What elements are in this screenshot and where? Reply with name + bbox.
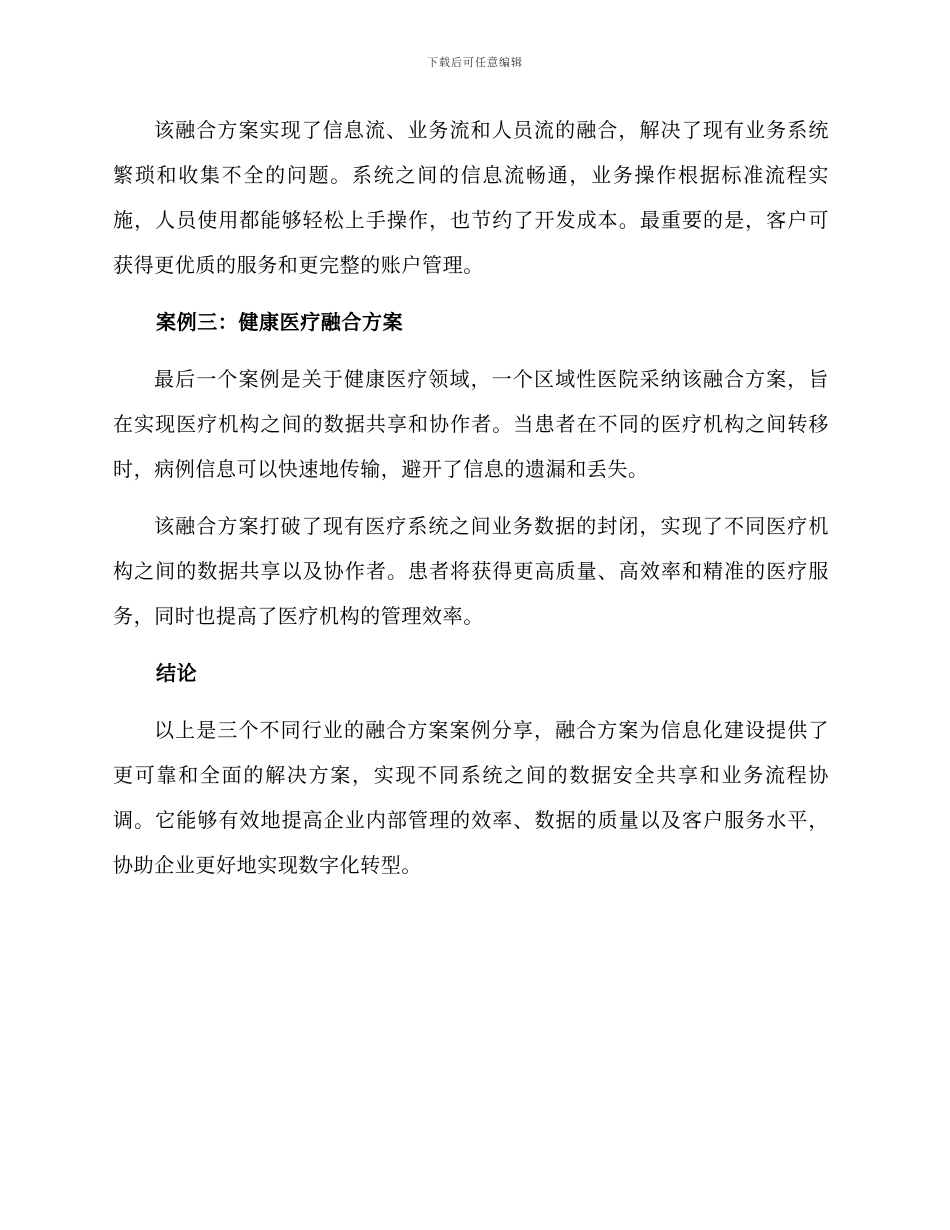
- paragraph-case2-summary: 该融合方案实现了信息流、业务流和人员流的融合，解决了现有业务系统繁琐和收集不全的问题。系统之间的信息流畅通，业务操作根据标准流程实施，人员使用都能够轻松上手操作，也节约了开发成本。最重要的是，客户可获得更优质的服务和更完整的账户管理。: [113, 118, 829, 277]
- document-body: [113, 108, 829, 900]
- paragraph-case3-intro: 最后一个案例是关于健康医疗领域，一个区域性医院采纳该融合方案，旨在实现医疗机构之间的数据共享和协作者。当患者在不同的医疗机构之间转移时，病例信息可以快速地传输，避开了信息的遗漏和丢失。: [113, 367, 829, 481]
- page-header: 下载后可任意编辑: [427, 56, 523, 69]
- section-heading-conclusion: 结论: [156, 661, 198, 685]
- section-heading-case3: 案例三：健康医疗融合方案: [156, 310, 404, 334]
- paragraph-case3-summary: 该融合方案打破了现有医疗系统之间业务数据的封闭，实现了不同医疗机构之间的数据共享以及协作者。患者将获得更高质量、高效率和精准的医疗服务，同时也提高了医疗机构的管理效率。: [113, 514, 829, 628]
- paragraph-conclusion: 以上是三个不同行业的融合方案案例分享，融合方案为信息化建设提供了更可靠和全面的解决方案，实现不同系统之间的数据安全共享和业务流程协调。它能够有效地提高企业内部管理的效率、数据的质量以及客户服务水平，协助企业更好地实现数字化转型。: [113, 718, 829, 877]
